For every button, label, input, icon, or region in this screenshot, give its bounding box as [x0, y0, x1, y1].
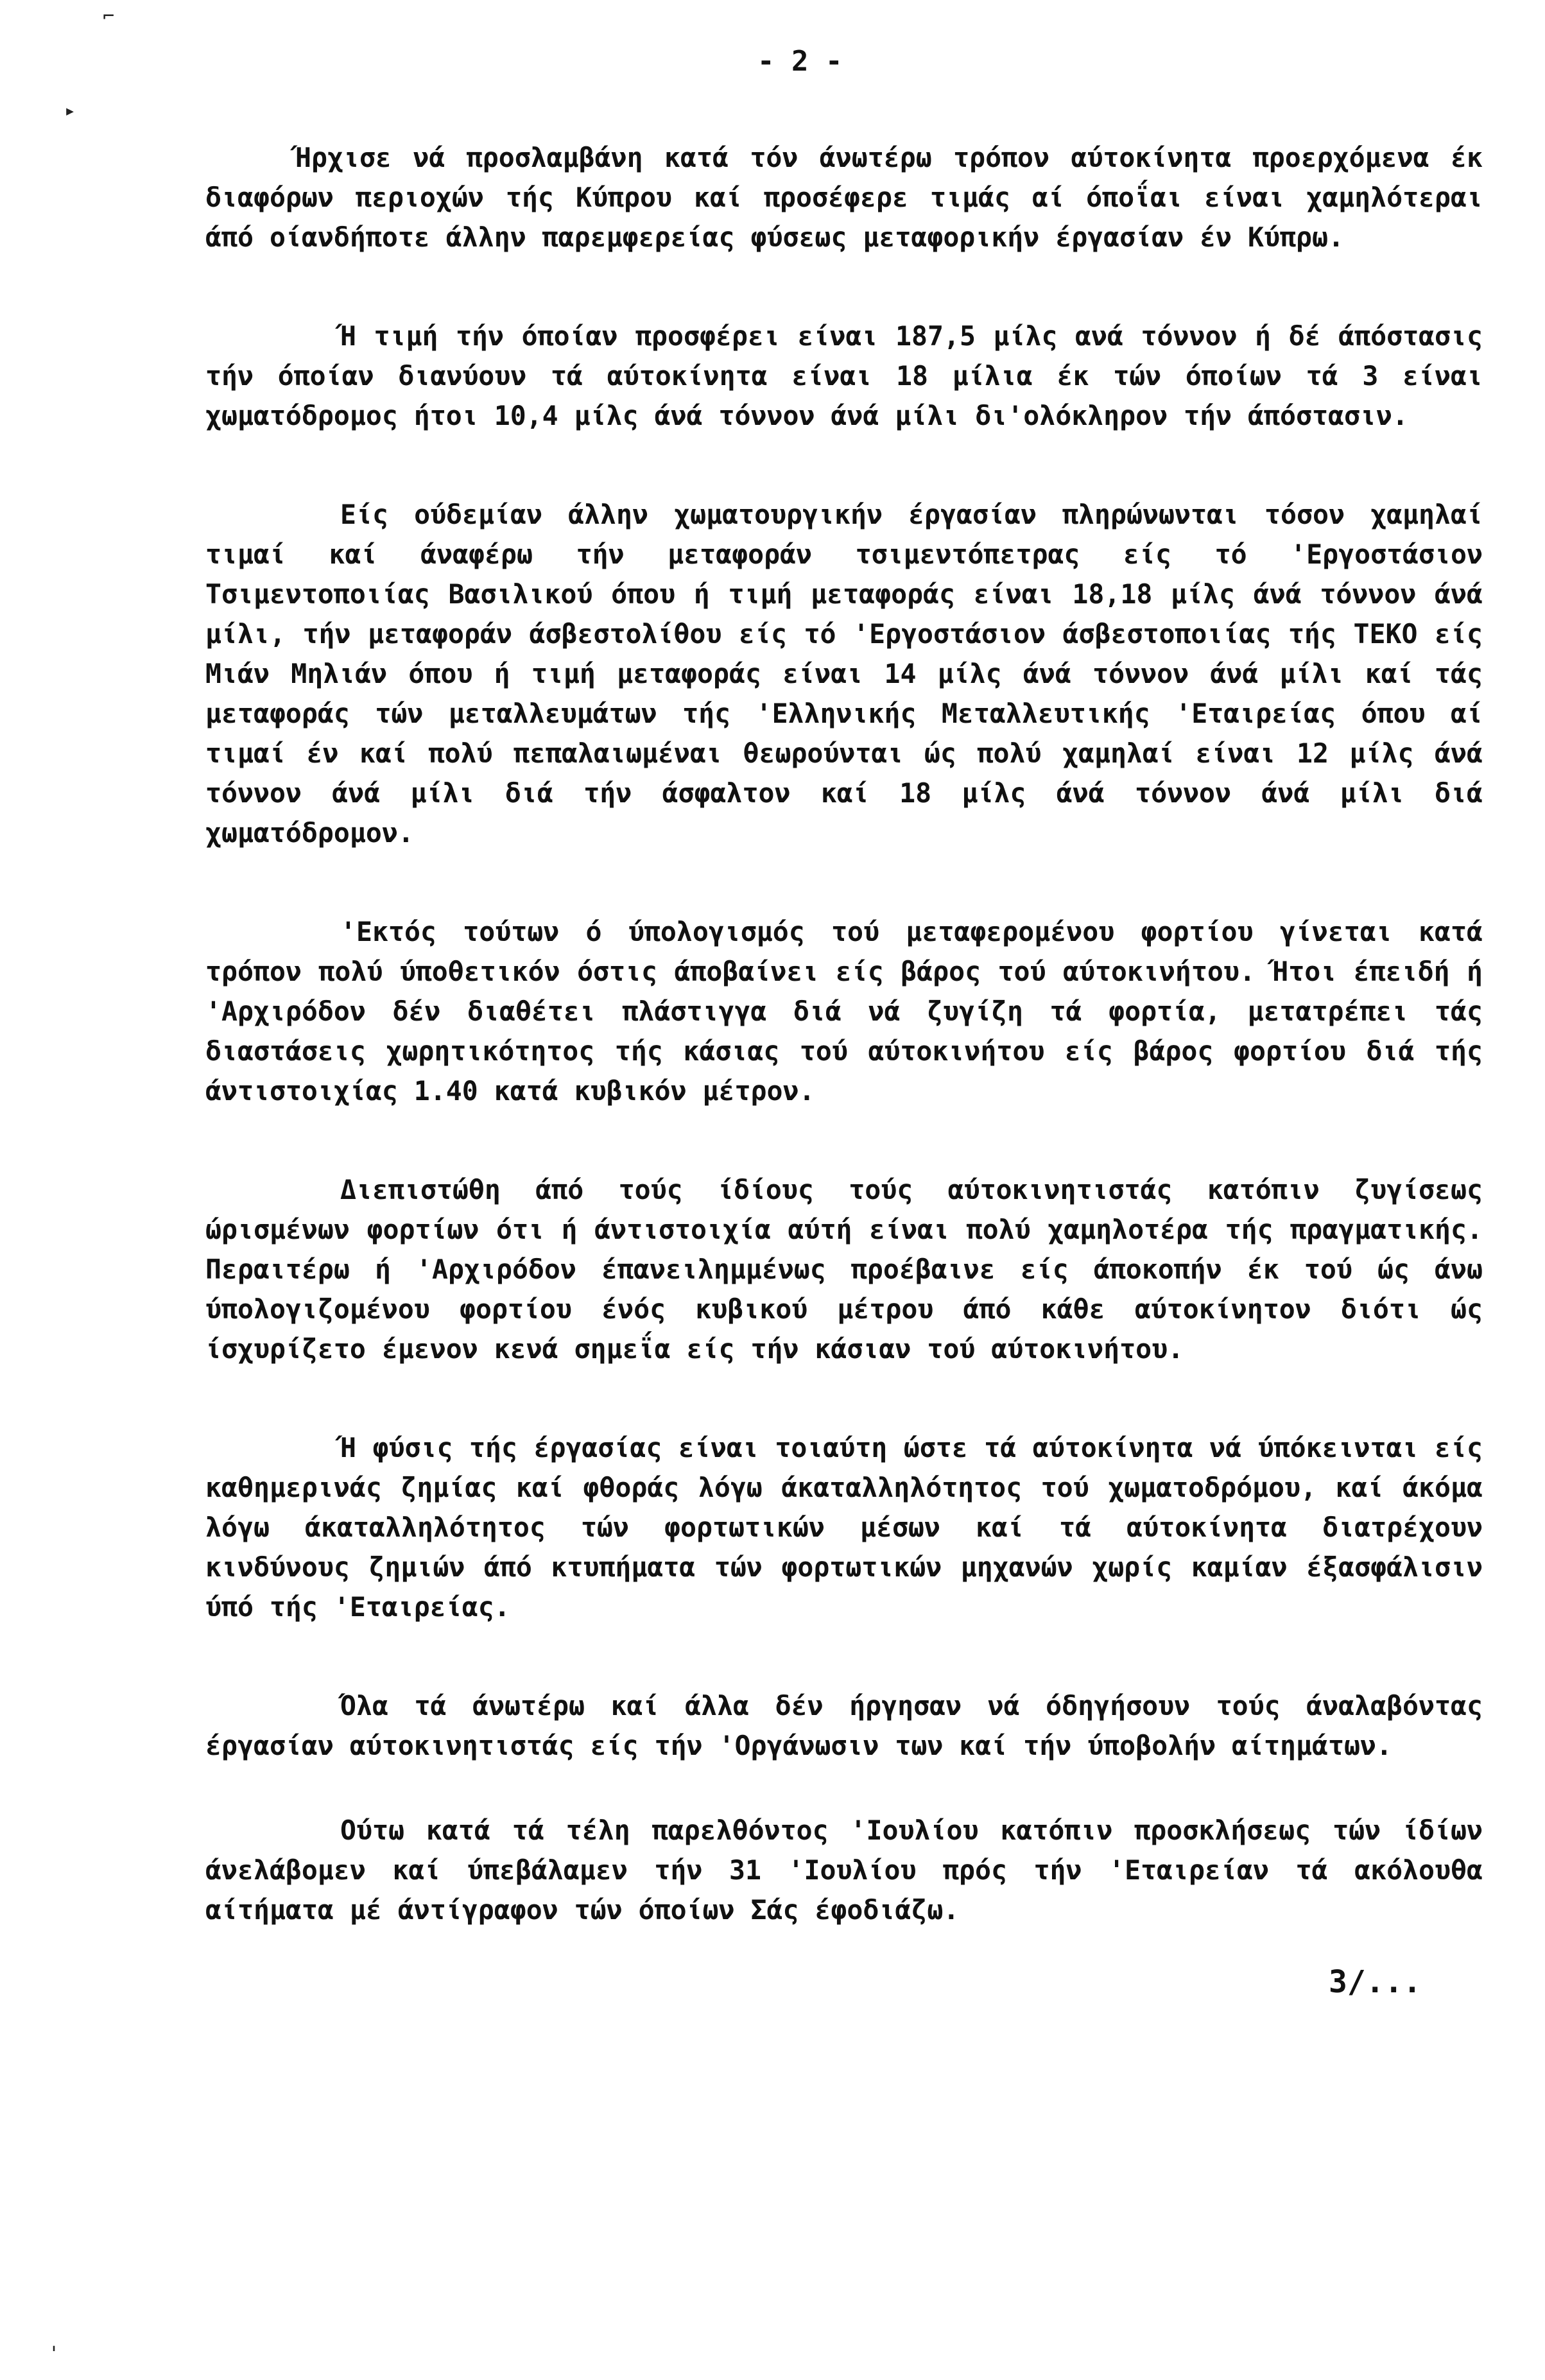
paragraph-4: 'Εκτός τούτων ό ύπολογισμός τού μεταφερομένου φορτίου γίνεται κατά τρόπον πολύ ύποθετικόν όστις άποβαίνει είς βάρος τού αύτοκινήτου. Ήτοι έπειδή ή 'Αρχιρόδον δέν διαθέτει πλάστιγγα διά νά ζυγίζη τά φορτία, μετατρέπει τάς διαστάσεις χωρητικότητος τής κάσιας τού αύτοκινήτου είς βάρος φορτίου διά τής άντιστοιχίας 1.40 κατά κυβικόν μέτρον.: [205, 916, 1483, 1107]
paragraph-8: Ούτω κατά τά τέλη παρελθόντος 'Ιουλίου κατόπιν προσκλήσεως τών ίδίων άνελάβομεν καί ύπεβάλαμεν τήν 31 'Ιουλίου πρός τήν 'Εταιρείαν τά ακόλουθα αίτήματα μέ άντίγραφον τών όποίων Σάς έφοδιάζω.: [205, 1815, 1483, 1926]
body-text: [205, 138, 1483, 1989]
scan-mark: ': [48, 2343, 60, 2365]
paragraph-5: Διεπιστώθη άπό τούς ίδίους τούς αύτοκινητιστάς κατόπιν ζυγίσεως ώρισμένων φορτίων ότι ή άντιστοιχία αύτή είναι πολύ χαμηλοτέρα τής πραγματικής. Περαιτέρω ή 'Αρχιρόδον έπανειλημμένως προέβαινε είς άποκοπήν έκ τού ώς άνω ύπολογιζομένου φορτίου ένός κυβικού μέτρου άπό κάθε αύτοκίνητον διότι ώς ίσχυρίζετο έμενον κενά σημεΐα είς τήν κάσιαν τού αύτοκινήτου.: [205, 1174, 1483, 1365]
scan-mark: ⌐: [103, 5, 115, 28]
scan-mark: ▸: [64, 99, 76, 122]
paragraph-6: Ή φύσις τής έργασίας είναι τοιαύτη ώστε τά αύτοκίνητα νά ύπόκεινται είς καθημερινάς ζημίας καί φθοράς λόγω άκαταλληλότητος τού χωματοδρόμου, καί άκόμα λόγω άκαταλληλότητος τών φορτωτικών μέσων καί τά αύτοκίνητα διατρέχουν κινδύνους ζημιών άπό κτυπήματα τών φορτωτικών μηχανών χωρίς καμίαν έξασφάλισιν ύπό τής 'Εταιρείας.: [205, 1432, 1483, 1623]
paragraph-2: Ή τιμή τήν όποίαν προσφέρει είναι 187,5 μίλς ανά τόννον ή δέ άπόστασις τήν όποίαν διανύουν τά αύτοκίνητα είναι 18 μίλια έκ τών όποίων τά 3 είναι χωματόδρομος ήτοι 10,4 μίλς άνά τόννον άνά μίλι δι'ολόκληρον τήν άπόστασιν.: [205, 320, 1483, 431]
continuation-marker: 3/...: [1329, 1964, 1422, 2000]
paragraph-1: Ήρχισε νά προσλαμβάνη κατά τόν άνωτέρω τρόπον αύτοκίνητα προερχόμενα έκ διαφόρων περιοχών τής Κύπρου καί προσέφερε τιμάς αί όποΐαι είναι χαμηλότεραι άπό οίανδήποτε άλλην παρεμφερείας φύσεως μεταφορικήν έργασίαν έν Κύπρω.: [205, 142, 1483, 253]
paragraph-7: Όλα τά άνωτέρω καί άλλα δέν ήργησαν νά όδηγήσουν τούς άναλαβόντας έργασίαν αύτοκινητιστάς είς τήν 'Οργάνωσιν των καί τήν ύποβολήν αίτημάτων.: [205, 1690, 1483, 1761]
page-number: - 2 -: [757, 45, 843, 78]
paragraph-3: Είς ούδεμίαν άλλην χωματουργικήν έργασίαν πληρώνωνται τόσον χαμηλαί τιμαί καί άναφέρω τήν μεταφοράν τσιμεντόπετρας είς τό 'Εργοστάσιον Τσιμεντοποιίας Βασιλικού όπου ή τιμή μεταφοράς είναι 18,18 μίλς άνά τόννον άνά μίλι, τήν μεταφοράν άσβεστολίθου είς τό 'Εργοστάσιον άσβεστοποιίας τής ΤΕΚΟ είς Μιάν Μηλιάν όπου ή τιμή μεταφοράς είναι 14 μίλς άνά τόννον άνά μίλι καί τάς μεταφοράς τών μεταλλευμάτων τής 'Ελληνικής Μεταλλευτικής 'Εταιρείας όπου αί τιμαί έν καί πολύ πεπαλαιωμέναι θεωρούνται ώς πολύ χαμηλαί είναι 12 μίλς άνά τόννον άνά μίλι διά τήν άσφαλτον καί 18 μίλς άνά τόννον άνά μίλι διά χωματόδρομον.: [205, 499, 1483, 849]
